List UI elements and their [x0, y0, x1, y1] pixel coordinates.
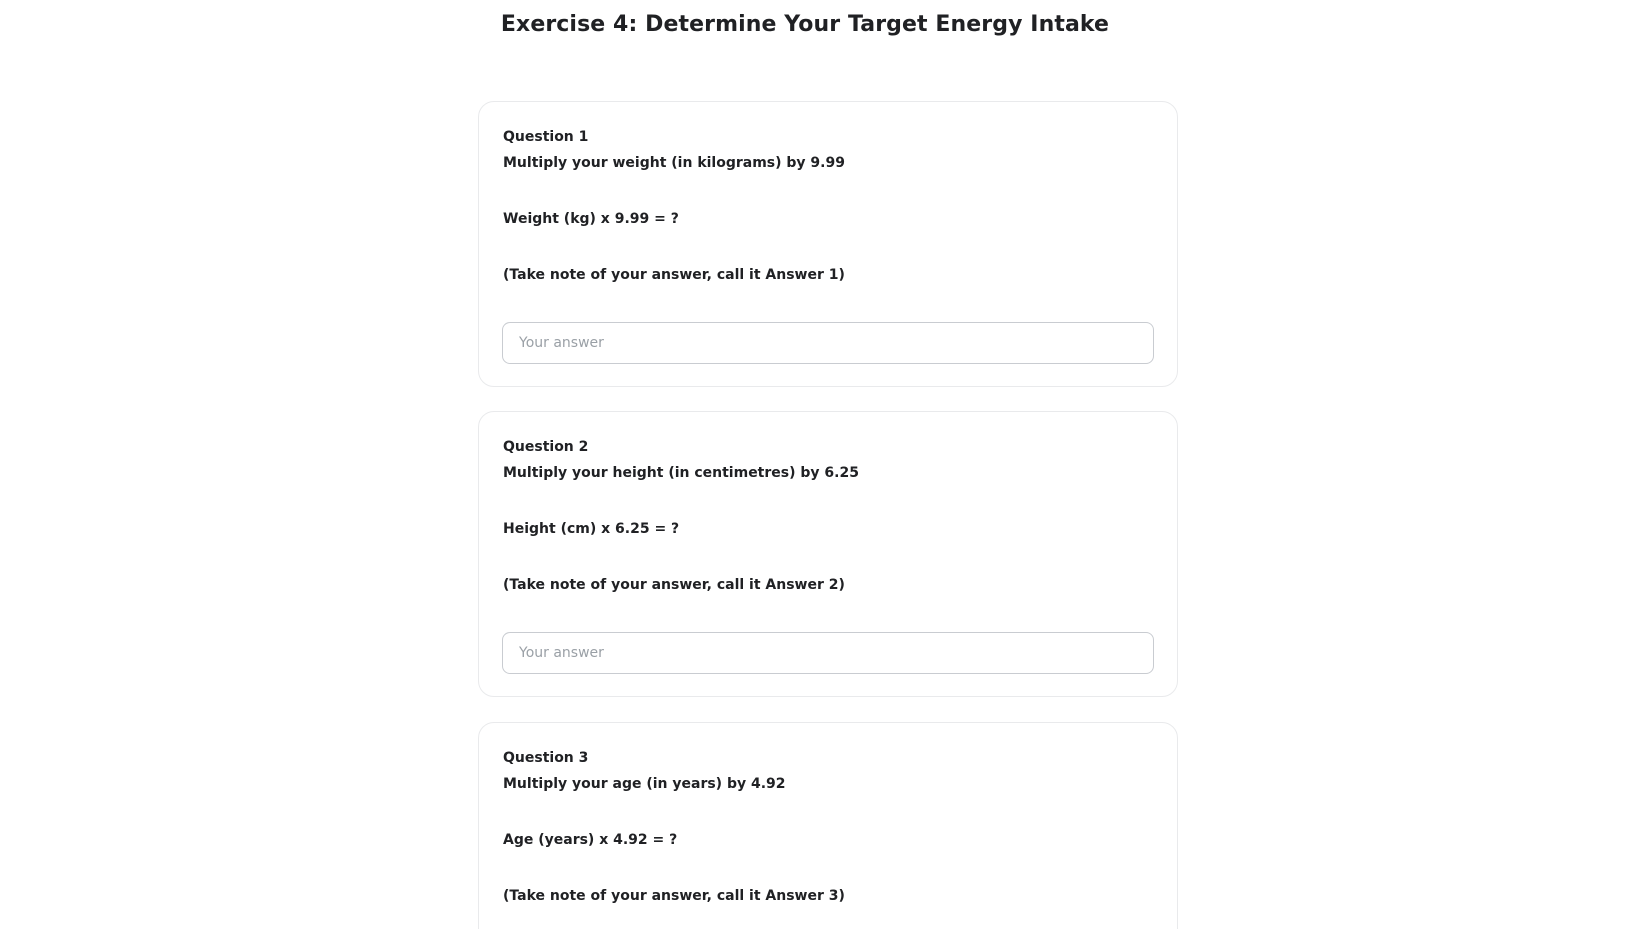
question-card-3 [478, 722, 1178, 929]
question-text: Multiply your height (in centimetres) by 6.25 [503, 465, 859, 481]
question-formula: Height (cm) x 6.25 = ? [503, 521, 680, 537]
question-card-2 [478, 411, 1178, 697]
question-label: Question 3 [503, 750, 589, 766]
question-label: Question 1 [503, 129, 589, 145]
question-note: (Take note of your answer, call it Answer 3) [503, 888, 845, 904]
question-text: Multiply your age (in years) by 4.92 [503, 776, 786, 792]
answer-input-2[interactable] [502, 632, 1154, 674]
question-formula: Weight (kg) x 9.99 = ? [503, 211, 679, 227]
answer-input-1[interactable] [502, 322, 1154, 364]
page-title: Exercise 4: Determine Your Target Energy Intake [500, 12, 1110, 37]
question-text: Multiply your weight (in kilograms) by 9.99 [503, 155, 845, 171]
question-formula: Age (years) x 4.92 = ? [503, 832, 678, 848]
question-note: (Take note of your answer, call it Answer 1) [503, 267, 845, 283]
question-label: Question 2 [503, 439, 589, 455]
question-card-1 [478, 101, 1178, 387]
question-note: (Take note of your answer, call it Answer 2) [503, 577, 845, 593]
